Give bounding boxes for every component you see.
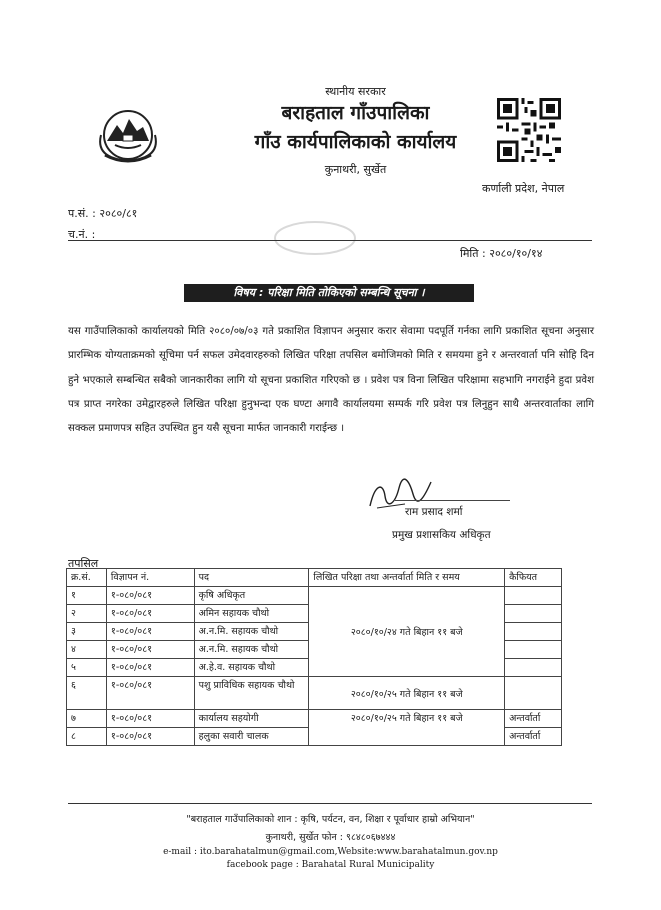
row-serial: ३ (67, 623, 107, 641)
notice-date: मिति : २०८०/१०/१४ (460, 247, 543, 260)
row-advertisement-number: १-०८०/०८१ (106, 605, 194, 623)
row-advertisement-number: १-०८०/०८१ (106, 728, 194, 746)
signature-line (395, 500, 510, 501)
office-location: कुनाथरी, सुर्खेत (324, 163, 387, 176)
header-serial: क्र.सं. (67, 569, 107, 587)
schedule-caption: तपसिल (68, 557, 99, 570)
notice-subject: विषय : परिक्षा मिति तोकिएको सम्बन्धि सूचना । (184, 284, 474, 302)
row-serial: ६ (67, 677, 107, 710)
row-advertisement-number: १-०८०/०८१ (106, 659, 194, 677)
row-remarks (505, 641, 562, 659)
municipality-name: बराहताल गाँउपालिका (281, 102, 430, 124)
row-remarks (505, 605, 562, 623)
exam-schedule-table (66, 568, 562, 746)
signatory-name: राम प्रसाद शर्मा (405, 506, 463, 518)
province-label: कर्णाली प्रदेश, नेपाल (482, 182, 565, 195)
office-name: गाँउ कार्यपालिकाको कार्यालय (254, 131, 457, 153)
letter-number: प.सं. : २०८०/८१ (68, 207, 138, 220)
row-post: अ.न.मि. सहायक चौथो (194, 641, 309, 659)
row-post: अ.न.मि. सहायक चौथो (194, 623, 309, 641)
dispatch-number: च.नं. : (68, 228, 96, 241)
row-remarks: अन्तर्वार्ता (505, 728, 562, 746)
row-advertisement-number: १-०८०/०८१ (106, 587, 194, 605)
row-serial: ७ (67, 710, 107, 728)
header-advertisement-number: विज्ञापन नं. (106, 569, 194, 587)
signatory-title: प्रमुख प्रशासकिय अधिकृत (392, 529, 491, 541)
row-serial: ८ (67, 728, 107, 746)
row-schedule: २०८०/१०/२५ गते बिहान ११ बजे (309, 710, 505, 746)
row-serial: ५ (67, 659, 107, 677)
row-post: हलुका सवारी चालक (194, 728, 309, 746)
row-remarks (505, 659, 562, 677)
row-post: कृषि अधिकृत (194, 587, 309, 605)
row-advertisement-number: १-०८०/०८१ (106, 677, 194, 710)
row-advertisement-number: १-०८०/०८१ (106, 710, 194, 728)
footer-divider (68, 803, 592, 804)
row-schedule: २०८०/१०/२५ गते बिहान ११ बजे (309, 677, 505, 710)
header-divider (68, 240, 592, 241)
row-schedule: २०८०/१०/२४ गते बिहान ११ बजे (309, 587, 505, 677)
row-advertisement-number: १-०८०/०८१ (106, 641, 194, 659)
row-serial: १ (67, 587, 107, 605)
footer-email-website: e-mail : ito.barahatalmun@gmail.com,Website:www.barahatalmun.gov.np (163, 847, 498, 857)
table-row (67, 710, 562, 728)
footer-slogan: "बराहताल गाउँपालिकाको शान : कृषि, पर्यटन, वन, शिक्षा र पूर्वाधार हाम्रो अभियान" (186, 814, 475, 825)
header-schedule: लिखित परिक्षा तथा अन्तर्वार्ता मिति र समय (309, 569, 505, 587)
footer-contact: कुनाथरी, सुर्खेत फोन : ९८४८०६७४४४ (265, 832, 396, 843)
local-government-label: स्थानीय सरकार (325, 85, 386, 98)
header-post: पद (194, 569, 309, 587)
table-header-row (67, 569, 562, 587)
footer-facebook: facebook page : Barahatal Rural Municipality (226, 860, 435, 870)
row-serial: २ (67, 605, 107, 623)
table-row (67, 677, 562, 710)
row-remarks: अन्तर्वार्ता (505, 710, 562, 728)
row-remarks (505, 677, 562, 710)
row-remarks (505, 623, 562, 641)
table-row (67, 587, 562, 605)
row-serial: ४ (67, 641, 107, 659)
row-advertisement-number: १-०८०/०८१ (106, 623, 194, 641)
notice-body: यस गाउँपालिकाको कार्यालयको मिति २०८०/०७/०३ गते प्रकाशित विज्ञापन अनुसार करार सेवामा पदपूर्ति गर्नका लागि प्रकाशित सूचना अनुसार प्रारम्भिक योग्यताक्रमको सूचिमा पर्न सफल उमेदवारहरुको लिखित परिक्षा तपसिल बमोजिमको मिति र समयमा हुने र अन्तरवार्ता पनि सोहि दिन हुने भएकाले सम्बन्धित सबैको जानकारीका लागि यो सूचना प्रकाशित गरिएको छ । प्रवेश पत्र विना लिखित परिक्षामा सहभागि नगराईने हुदा प्रवेश पत्र प्राप्त नगरेका उमेद्वारहरुले लिखित परिक्षा हुनुभन्दा एक घण्टा अगावै कार्यालयमा सम्पर्क गरि प्रवेश पत्र लिनुहुन साथै अन्तरवार्ताका लागि सक्कल प्रमाणपत्र सहित उपस्थित हुन यसै सूचना मार्फत जानकारी गराईन्छ । (68, 326, 594, 435)
row-post: पशु प्राविधिक सहायक चौथो (194, 677, 309, 710)
qr-code-icon (497, 98, 561, 162)
row-post: अमिन सहायक चौथो (194, 605, 309, 623)
row-post: कार्यालय सहयोगी (194, 710, 309, 728)
faint-stamp-mark (270, 218, 360, 258)
header-remarks: कैफियत (505, 569, 562, 587)
row-post: अ.हे.व. सहायक चौथो (194, 659, 309, 677)
row-remarks (505, 587, 562, 605)
